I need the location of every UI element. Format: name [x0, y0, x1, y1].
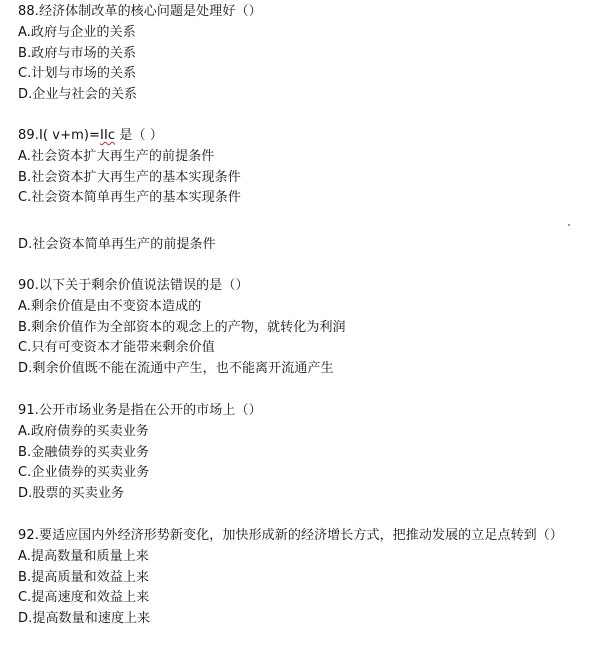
question-90 — [18, 276, 588, 380]
option-b: B.金融债券的买卖业务 — [18, 444, 150, 460]
option-b: B.社会资本扩大再生产的基本实现条件 — [18, 169, 241, 185]
option-d: D.企业与社会的关系 — [18, 87, 138, 103]
option-a: A.提高数量和质量上来 — [18, 548, 149, 564]
question-stem: 90.以下关于剩余价值说法错误的是（） — [18, 278, 249, 293]
stem-suffix: 是（ ） — [115, 128, 163, 143]
option-d: D.股票的买卖业务 — [18, 486, 125, 502]
option-a: A.政府与企业的关系 — [18, 24, 136, 40]
option-d: D.社会资本简单再生产的前提条件 — [18, 237, 216, 253]
option-a: A.政府债券的买卖业务 — [18, 423, 149, 439]
question-92 — [18, 526, 588, 630]
option-c: C.只有可变资本才能带来剩余价值 — [18, 340, 215, 356]
question-stem — [18, 126, 588, 147]
option-b: B.政府与市场的关系 — [18, 45, 137, 61]
option-b: B.提高质量和效益上来 — [18, 569, 150, 585]
stem-prefix: 89.I( v+m)= — [18, 128, 101, 143]
blank-gap — [18, 209, 588, 235]
question-stem: 88.经济体制改革的核心问题是处理好（） — [18, 4, 262, 19]
question-stem: 91.公开市场业务是指在公开的市场上（） — [18, 403, 262, 418]
question-stem: 92.要适应国内外经济形势新变化，加快形成新的经济增长方式，把推动发展的立足点转到（） — [18, 528, 563, 543]
stem-formula: IIc — [100, 128, 116, 143]
option-d: D.剩余价值既不能在流通中产生，也不能离开流通产生 — [18, 361, 334, 377]
option-d: D.提高数量和速度上来 — [18, 611, 151, 627]
option-a: A.社会资本扩大再生产的前提条件 — [18, 148, 215, 164]
option-c: C.提高速度和效益上来 — [18, 590, 150, 606]
option-a: A.剩余价值是由不变资本造成的 — [18, 298, 202, 314]
question-88 — [18, 2, 588, 106]
option-b: B.剩余价值作为全部资本的观念上的产物，就转化为利润 — [18, 319, 346, 335]
option-c: C.社会资本简单再生产的基本实现条件 — [18, 190, 242, 206]
option-c: C.计划与市场的关系 — [18, 66, 137, 82]
question-91 — [18, 401, 588, 505]
stray-mark — [568, 224, 570, 226]
option-c: C.企业债券的买卖业务 — [18, 465, 150, 481]
question-89 — [18, 126, 588, 256]
